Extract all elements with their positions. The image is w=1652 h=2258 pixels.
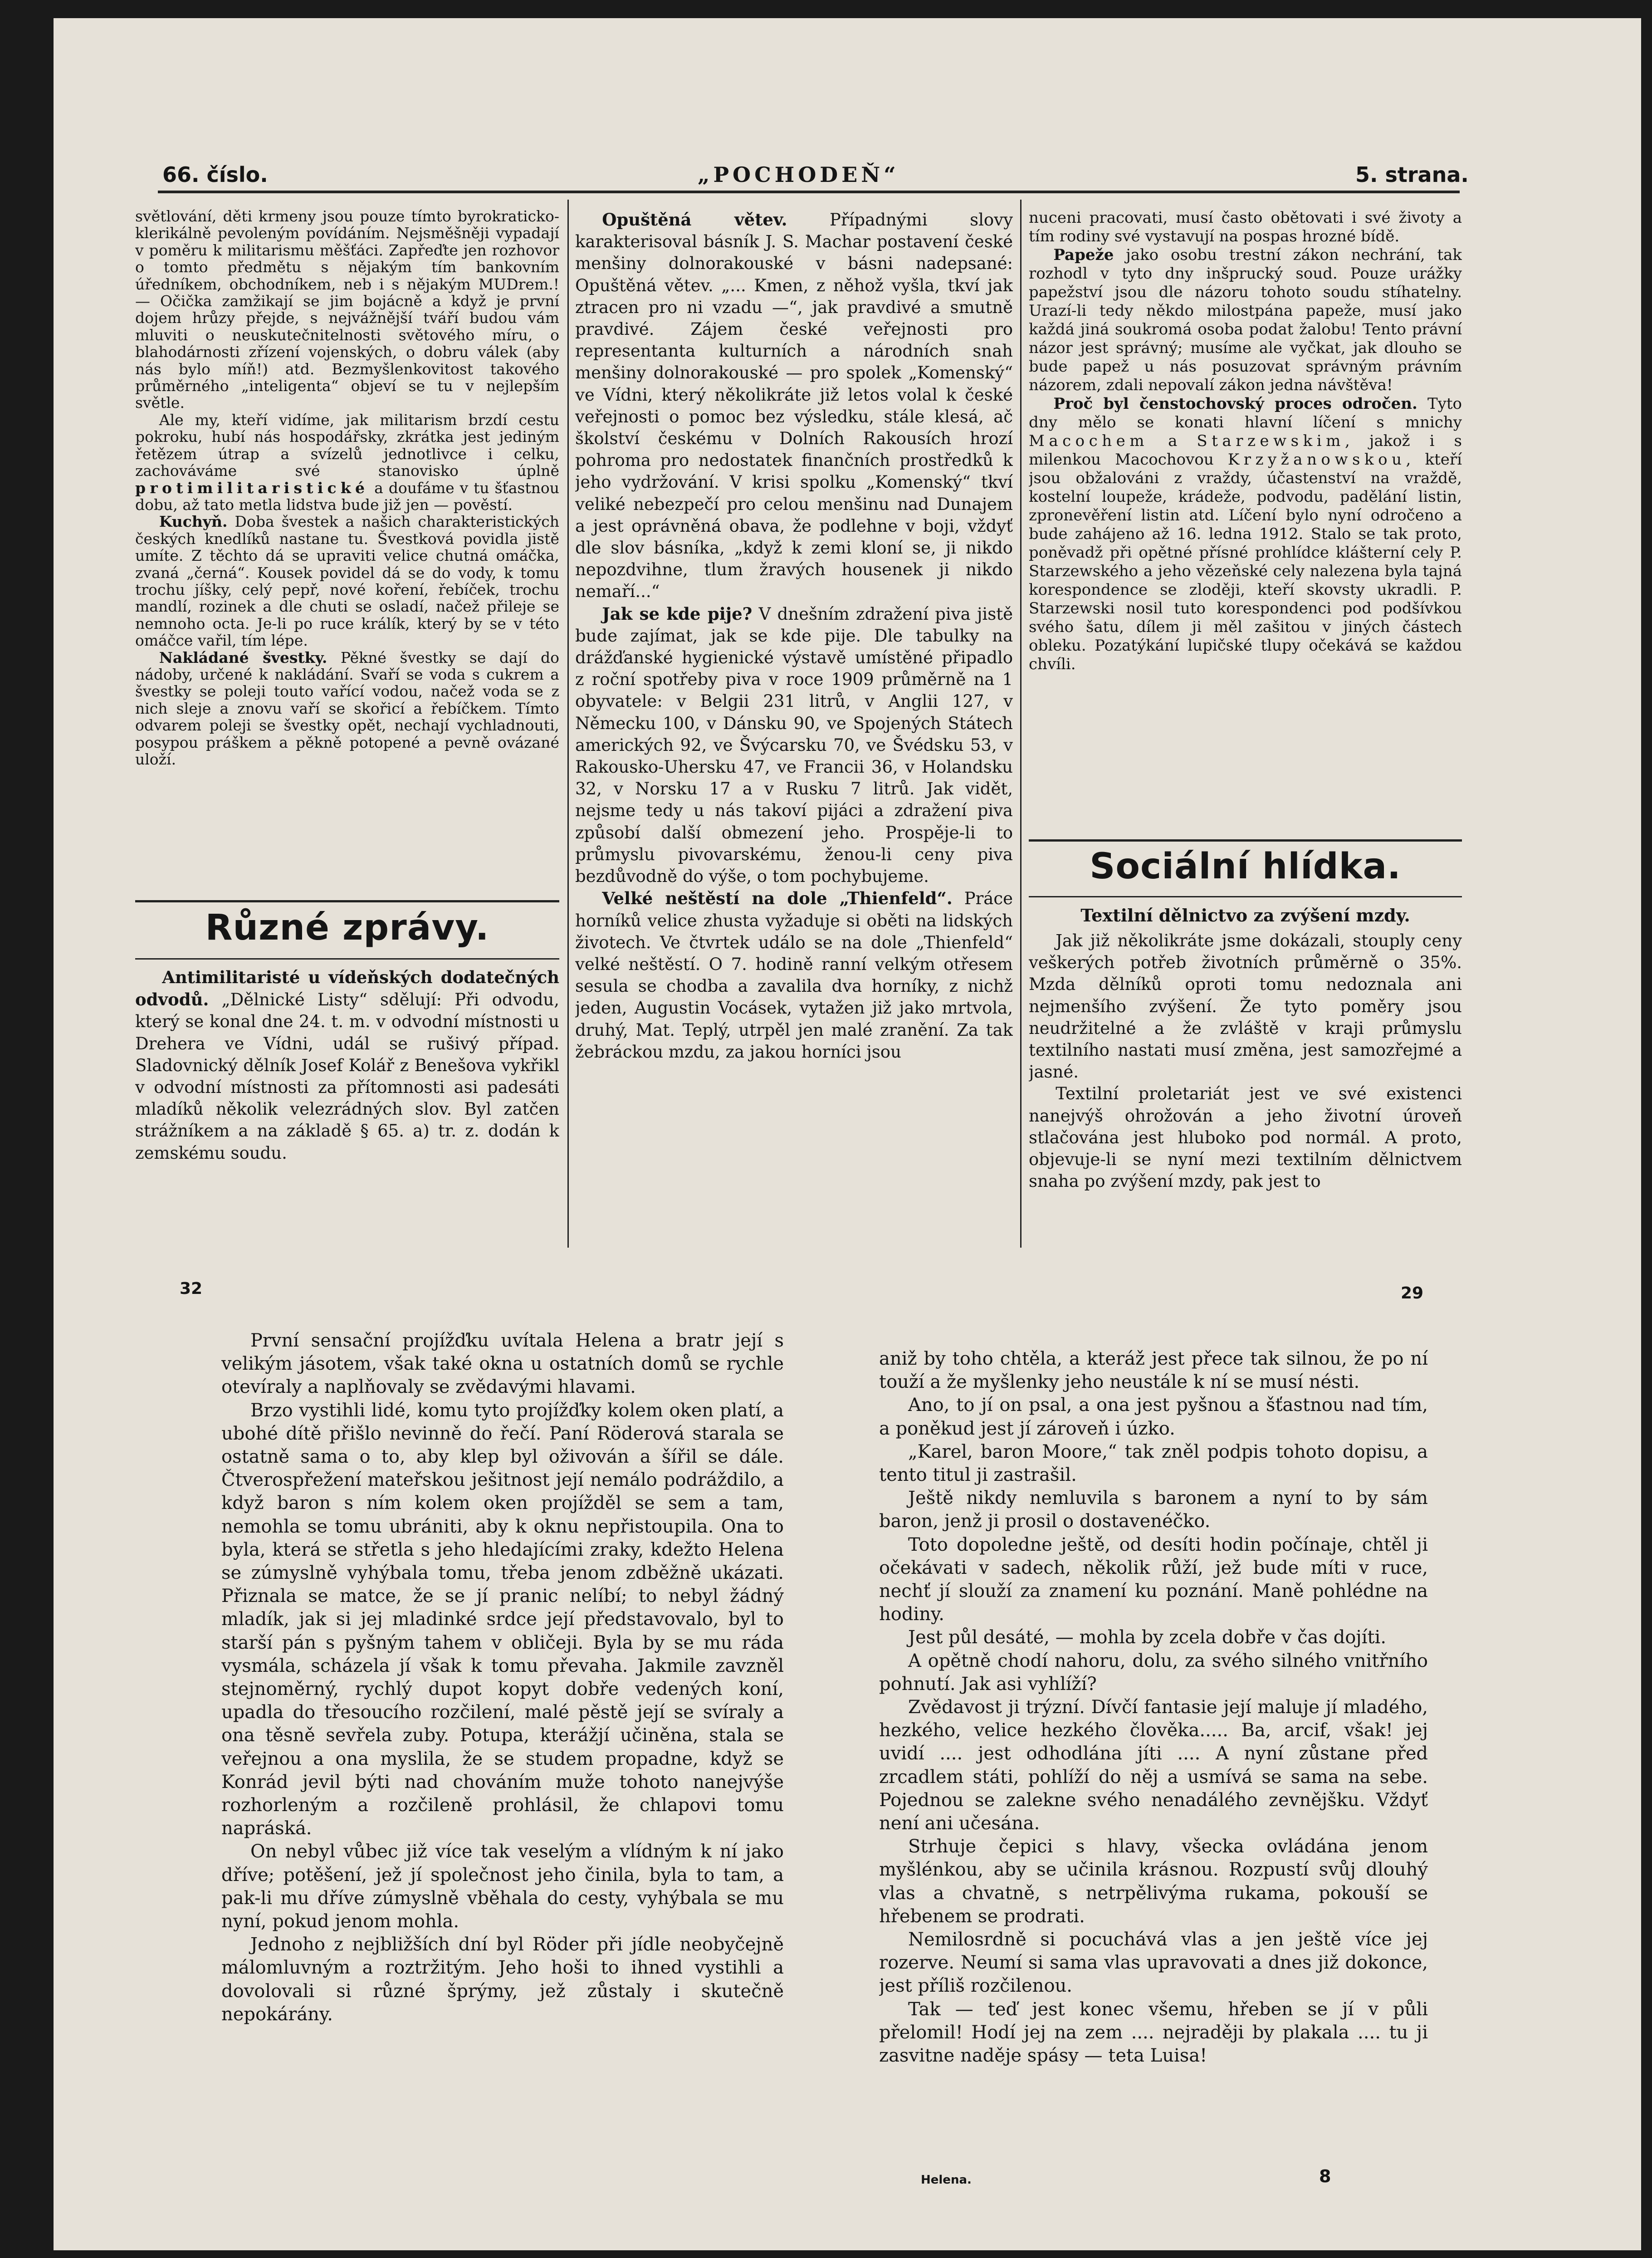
article-paragraph: nuceni pracovati, musí často obětovati i své životy a tím rodiny své vystavují na pospas hrozné bídě. bbox=[1029, 209, 1462, 245]
article-paragraph: Jak již několikráte jsme dokázali, stouply ceny veškerých potřeb životních průměrně o 35%. Mzda dělníků oproti tomu nedoznala ani nejmenšího zvýšení. Že tyto poměry jsou neudržitelné a že zvláště v kraji průmyslu textilního nastati musí změna, jest samozřejmé a jasné. bbox=[1029, 931, 1462, 1082]
page-label: 5. strana. bbox=[1355, 162, 1469, 187]
novel-paragraph: Jednoho z nejbližších dní byl Röder při jídle neobyčejně málomluvným a roztržitým. Jeho hoši to ihned vystihli a dovolovali si různé šprýmy, jež zůstaly i skutečně nepokárány. bbox=[221, 1934, 784, 2025]
novel-paragraph: První sensační projížďku uvítala Helena a bratr její s velikým jásotem, však také okna u ostatních domů se rychle otevíraly a naplňovaly se zvědavými hlavami. bbox=[221, 1330, 784, 1398]
issue-number: 66. číslo. bbox=[162, 162, 268, 187]
novel-paragraph: aniž by toho chtěla, a kteráž jest přece tak silnou, že po ní touží a že myšlenky jeho neustále k ní se musí nésti. bbox=[879, 1348, 1428, 1393]
mine-article: Velké neštěstí na dole „Thienfeld“. Práce horníků velice zhusta vyžaduje si oběti na lidských životech. Ve čtvrtek událo se na dole „Thienfeld“ velké neštěstí. O 7. hodině ranní velkým otřesem sesula se chodba a zavalila dva horníky, z nichž jeden, Augustin Vocásek, vytažen již jako mrtvola, druhý, Mat. Teplý, utrpěl jen malé zranění. Za tak žebráckou mzdu, za jakou horníci jsou bbox=[575, 888, 1013, 1062]
article-paragraph: Textilní proletariát jest ve své existenci nanejvýš ohrožován a jeho životní úroveň stlačována jest hluboko pod normál. A proto, objevuje-li se nyní mezi textilním dělnictvem snaha po zvýšení mzdy, pak jest to bbox=[1029, 1084, 1462, 1191]
section-rule bbox=[1029, 896, 1462, 897]
column-2 bbox=[575, 209, 1013, 1248]
novel-page-number-right: 29 bbox=[1401, 1284, 1424, 1303]
novel-left-column bbox=[221, 1329, 784, 2146]
column-1 bbox=[135, 208, 559, 902]
novel-paragraph: Nemilosrdně si pocuchává vlas a jen ještě více jej rozerve. Neumí si sama vlas upravovati a dnes již dokonce, jest příliš rozčilenou. bbox=[879, 1929, 1428, 1997]
column-divider bbox=[567, 200, 569, 1248]
section-rule bbox=[1029, 839, 1462, 842]
novel-paragraph: Jest půl desáté, — mohla by zcela dobře v čas dojíti. bbox=[908, 1627, 1387, 1648]
column-1-news bbox=[135, 966, 559, 1239]
section-heading: Různé zprávy. bbox=[205, 907, 489, 948]
column-divider bbox=[1020, 200, 1022, 1248]
novel-paragraph: Zvědavost ji trýzní. Dívčí fantasie její maluje jí mladého, hezkého, velice hezkého člověka..... Ba, arcif, však! jej uvidí .... jest odhodlána jíti .... A nyní zůstane před zrcadlem státi, pohlíží do něj a usmívá se sama na sebe. Pojednou se zalekne svého nenadálého zevnějšku. Vždyť není ani učesána. bbox=[879, 1697, 1428, 1834]
novel-paragraph: Ještě nikdy nemluvila s baronem a nyní to by sám baron, jenž ji prosil o dostavenéčko. bbox=[879, 1488, 1428, 1532]
beer-article: Jak se kde pije? V dnešním zdražení piva jistě bude zajímat, jak se kde pije. Dle tabulky na drážďanské hygienické výstavě umístěné připadlo z roční spotřeby piva v roce 1909 průměrně na 1 obyvatele: v Belgii 231 litrů, v Anglii 127, v Německu 100, v Dánsku 90, ve Spojených Státech amerických 92, ve Švýcarsku 70, ve Švédsku 53, v Rakousko-Uhersku 47, ve Francii 36, v Holandsku 32, v Norsku 17 a v Rusku 7 litrů. Jak vidět, nejsme tedy u nás takoví pijáci a zdražení piva způsobí další obmezení jeho. Prospěje-li to průmyslu pivovarskému, ženou-li ceny piva bezdůvodně do výše, o tom pochybujeme. bbox=[575, 603, 1013, 887]
novel-footer-number: 8 bbox=[1319, 2166, 1331, 2186]
column-3 bbox=[1029, 209, 1462, 830]
article-paragraph: světlování, děti krmeny jsou pouze tímto byrokraticko-klerikálně pevoleným povídáním. Nejsměšněji vypadají v poměru k militarismu měšťáci. Zapřeďte jen rozhovor o tomto předmětu s nějakým tím bankovním úředníkem, obchodníkem, neb i s nějakým MUDrem.! — Očička zamžikají se jim bojácně a když je první dojem hrůzy přejde, s nejvážnější tváří budou vám mluviti o neuskutečnitelnosti světového míru, o blahodárnosti zřízení vojenských, o dobru válek (aby nás bylo míň!) atd. Bezmyšlenkovitost takového průměrného „inteligenta“ objeví se tu v nejlepším světle. bbox=[135, 208, 559, 412]
subheading: Textilní dělnictvo za zvýšení mzdy. bbox=[1080, 905, 1410, 926]
novel-right-column bbox=[879, 1347, 1428, 2164]
novel-footer-title: Helena. bbox=[921, 2173, 972, 2187]
branch-article: Opuštěná větev. Případnými slovy karakterisoval básník J. S. Machar postavení české menšiny dolnorakouské v básni nadepsané: Opuštěná větev. „... Kmen, z něhož vyšla, tkví jak ztracen pro ni vzadu —“, jak pravdivé a smutně pravdivé. Zájem české veřejnosti pro representanta kulturních a národních snah menšiny dolnorakouské — pro spolek „Komenský“ ve Vídni, který několikráte již letos volal k české veřejnosti o pomoc bez výsledku, stále klesá, ač školství českému v Dolních Rakousích hrozí pohroma pro nedostatek finančních prostředků k jeho vydržování. V krisi spolku „Komenský“ tkví veliké nebezpečí pro celou menšinu nad Dunajem a jest oprávněná obava, že podlehne v boji, vždyť dle slov básníka, „když k zemi kloní se, ji nikdo nepozdvihne, tlum žravých housenek ji nikdo nemaří...“ bbox=[575, 210, 1013, 602]
article-paragraph: Ale my, kteří vidíme, jak militarism brzdí cestu pokroku, hubí nás hospodářsky, zkrátka jest jediným řetězem útrap a svízelů jednotlivce i celku, zachováváme své stanovisko úplně protimilitaristické a doufáme v tu šťastnou dobu, až tato metla lidstva bude již jen — pověstí. bbox=[135, 411, 559, 514]
column-3-social bbox=[1029, 930, 1462, 1243]
novel-paragraph: Toto dopoledne ještě, od desíti hodin počínaje, chtěl ji očekávati v sadech, několik růží, jež bude míti v ruce, nechť jí slouží za znamení ku poznání. Maně pohlédne na hodiny. bbox=[879, 1534, 1428, 1625]
header-rule bbox=[158, 191, 1460, 193]
novel-paragraph: Ano, to jí on psal, a ona jest pyšnou a šťastnou nad tím, a poněkud jest jí zároveň i úzko. bbox=[879, 1395, 1428, 1439]
section-heading: Sociální hlídka. bbox=[1090, 846, 1401, 887]
novel-paragraph: Strhuje čepici s hlavy, všecka ovládána jenom myšlénkou, aby se učinila krásnou. Rozpustí svůj dlouhý vlas a chvatně, s netrpělivýma rukama, pokouší se hřebenem se prodrati. bbox=[879, 1836, 1428, 1927]
antimilitarists-article: Antimilitaristé u vídeňských dodatečných odvodů. „Dělnické Listy“ sdělují: Při odvodu, který se konal dne 24. t. m. v odvodní místnosti u Drehera ve Vídni, udál se rušivý případ. Sladovnický dělník Josef Kolář z Benešova vykřikl v odvodní místnosti za přítomnosti asi padesáti mladíků několik velezrádných slov. Byl zatčen strážníkem a na základě § 65. a) tr. z. dodán k zemskému soudu. bbox=[135, 967, 559, 1163]
kitchen-article: Kuchyň. Doba švestek a našich charakteristických českých knedlíků nastane tu. Švestková povidla jistě umíte. Z těchto dá se upraviti velice chutná omáčka, zvaná „černá“. Kousek povidel dá se do vody, k tomu trochu jíšky, celý pepř, nové koření, řebíček, trochu mandlí, rozinek a dle chuti se osladí, načež přileje se nemnoho octa. Je-li po ruce králík, který by se v této omáčce vařil, tím lépe. bbox=[135, 513, 559, 650]
novel-page-number-left: 32 bbox=[180, 1279, 203, 1298]
plums-article: Nakládané švestky. Pěkné švestky se dají do nádoby, určené k nakládání. Svaří se voda s cukrem a švestky se poleji touto vařící vodou, načež voda se z nich sleje a znovu vaří se skořicí a řebíčkem. Tímto odvarem poleji se švestky opět, nechají vychladnouti, posypou práškem a pěkně potopené a pevně ovázané uloží. bbox=[135, 648, 559, 768]
novel-paragraph: On nebyl vůbec již více tak veselým a vlídným k ní jako dříve; potěšení, jež jí společnost jeho činila, byla to tam, a pak-li mu dříve zúmyslně vběhala do cesty, vyhýbala se mu nyní, pokud jenom mohla. bbox=[221, 1841, 784, 1932]
section-rule bbox=[135, 900, 559, 902]
pope-article: Papeže jako osobu trestní zákon nechrání, tak rozhodl v tyto dny inšprucký soud. Pouze urážky papežství jsou dle názoru tohoto soudu stíhatelny. Urazí-li tedy někdo milostpána papeže, musí jako každá jiná soukromá osoba podat žalobu! Tento právní názor jest správný; musíme ale vyčkat, jak dlouho se bude papež u nás posuzovat správným právním názorem, zdali nepovalí zákon jedna návštěva! bbox=[1029, 246, 1462, 394]
newspaper-page bbox=[54, 18, 1641, 2250]
newspaper-title: „POCHODEŇ“ bbox=[698, 162, 899, 187]
novel-paragraph: Tak — teď jest konec všemu, hřeben se jí v půli přelomil! Hodí jej na zem .... nejraději by plakala .... tu ji zasvitne naděje spásy — teta Luisa! bbox=[879, 1998, 1428, 2067]
novel-paragraph: A opětně chodí nahoru, dolu, za svého silného vnitřního pohnutí. Jak asi vyhlíží? bbox=[879, 1650, 1428, 1695]
novel-paragraph: „Karel, baron Moore,“ tak zněl podpis tohoto dopisu, a tento titul ji zastrašil. bbox=[879, 1441, 1428, 1486]
section-rule bbox=[135, 958, 559, 960]
trial-article: Proč byl čenstochovský proces odročen. Tyto dny mělo se konati hlavní líčení s mnichy Macochem a Starzewskim, jakož i s milenkou Macochovou Krzyžanowskou, kteří jsou obžalováni z vraždy, účastenství na vraždě, kostelní loupeže, krádeže, podvodu, padělání listin, zpronevěření listin atd. Líčení bylo nyní odročeno a bude zahájeno až 16. ledna 1912. Stalo se tak proto, poněvadž při opětné přísné prohlídce klášterní cely P. Starzewského a jeho vězeňské cely nalezena byla tajná korespondence se zloději, kteří skovsty ukradli. P. Starzewski nosil tuto korespondenci pod podšívkou svého šatu, dílem ji měl zašitou v jiných částech obleku. Pozatýkání lupičské tlupy očekává se každou chvíli. bbox=[1029, 395, 1462, 673]
novel-paragraph: Brzo vystihli lidé, komu tyto projížďky kolem oken platí, a ubohé dítě přišlo nevinně do řečí. Paní Röderová starala se ostatně sama o to, aby klep byl oživován a šířil se dále. Čtverospřežení mateřskou ješitnost její nemálo podráždilo, a když baron s ním kolem oken projížděl se sem a tam, nemohla se tomu ubrániti, aby k oknu nepřistoupila. Ona to byla, která se střetla s jeho hledajícími zraky, kdežto Helena se zúmyslně vyhýbala tomu, třeba jenom zdběžně ukázati. Přiznala se matce, že se jí pranic nelíbí; to nebyl žádný mladík, jak si jej mladinké srdce její představovalo, byl to starší pán s pyšným tahem v obličeji. Byla by se mu ráda vysmála, scházela jí však k tomu převaha. Jakmile zavzněl stejnoměrný, rychlý dupot kopyt dobře vedených koní, upadla do třesoucího rozčilení, malé pěstě její se svíraly a ona těsně sevřela zuby. Potupa, kterážjí učiněna, stala se veřejnou a ona myslila, že se studem propadne, když se Konrád jevil býti nad chováním muže tohoto nanejvýše rozhorleným a rozčileně prohlásil, že chlapovi tomu napráská. bbox=[221, 1400, 784, 1839]
